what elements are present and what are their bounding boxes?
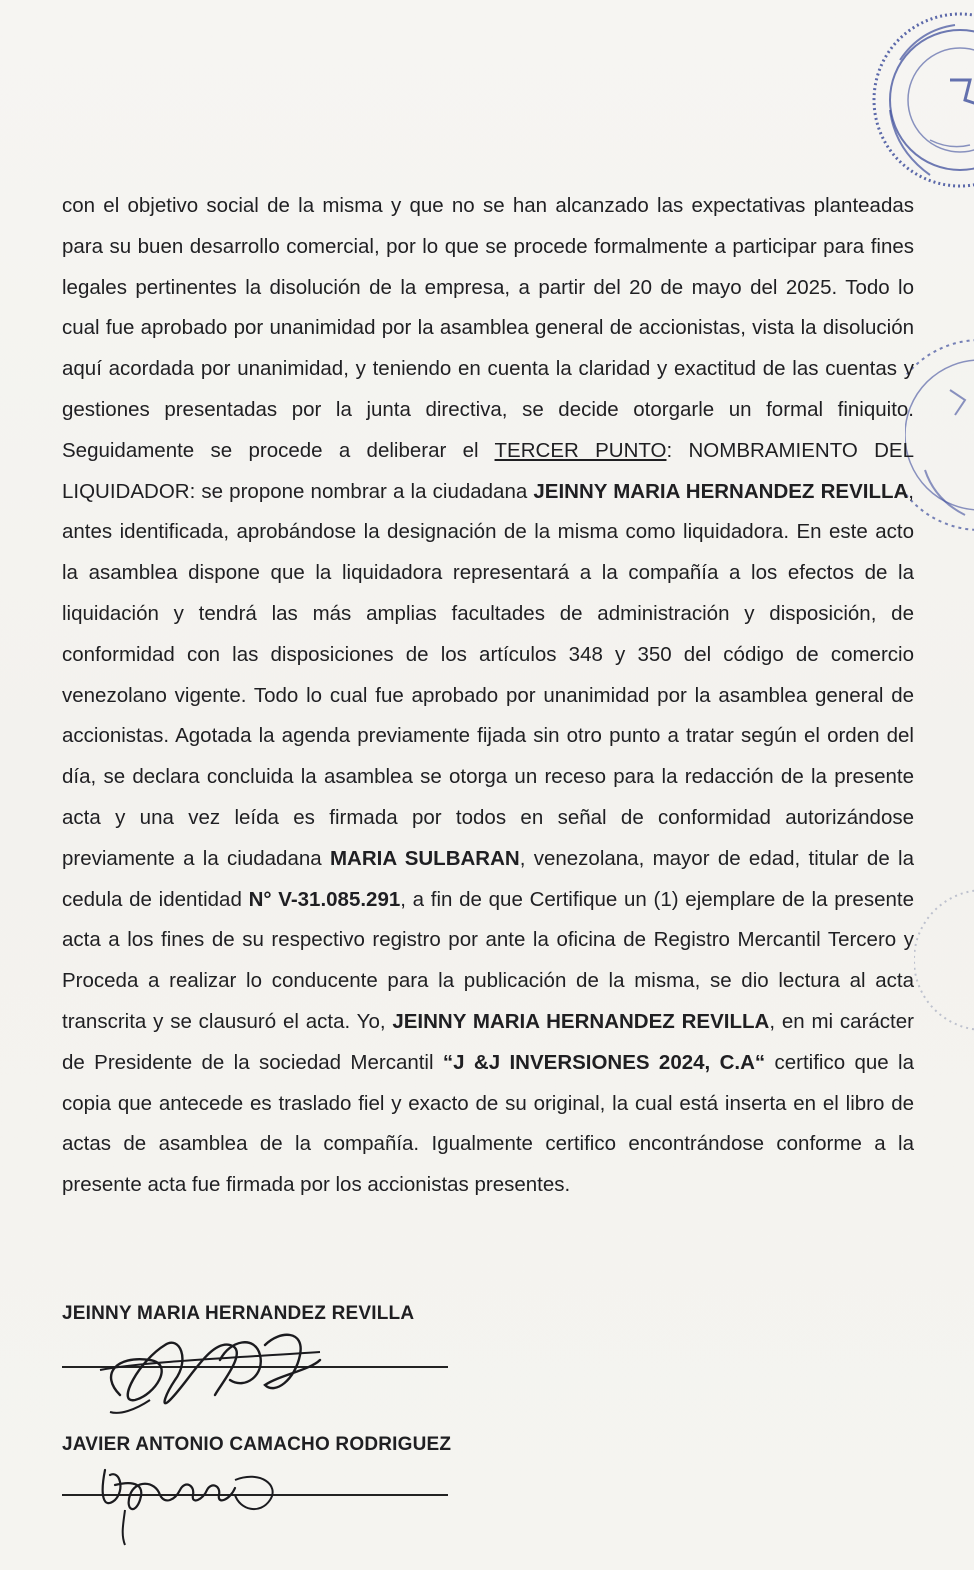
body-text-part-2: : NOMBRAMIENTO DEL LIQUIDADOR: se propone nombrar a la ciudadana xyxy=(62,438,915,503)
registry-seal-stamp xyxy=(860,0,974,215)
id-number: N° V-31.085.291 xyxy=(248,887,401,911)
body-text-part-6: , en mi carácter de Presidente de la sociedad Mercantil xyxy=(62,1009,914,1074)
handwritten-signature-2 xyxy=(85,1440,305,1550)
liquidator-name: JEINNY MARIA HERNANDEZ REVILLA xyxy=(533,479,909,503)
side-seal-stamp xyxy=(905,320,974,550)
body-text-part-7: certifico que la copia que antecede es traslado fiel y exacto de su original, la cual está inserta en el libro de actas de asamblea de la compañía. Igualmente certifico encontrándose conforme a la presente acta fue firmada por los accionistas presentes. xyxy=(62,1050,914,1197)
stamp-fragment xyxy=(914,870,974,1050)
body-text-part-4: , venezolana, mayor de edad, titular de la cedula de identidad xyxy=(62,846,914,911)
body-text-part-1: con el objetivo social de la misma y que no se han alcanzado las expectativas planteadas para su buen desarrollo comercial, por lo que se procede formalmente a participar para fines legales pertinentes la disolución de la empresa, a partir del 20 de mayo del 2025. Todo lo cual fue aprobado por unanimidad por la asamblea general de accionistas, vista la disolución aquí acordada por unanimidad, y teniendo en cuenta la claridad y exactitud de las cuentas y gestiones presentadas por la junta directiva, se decide otorgarle un formal finiquito. Seguidamente se procede a deliberar el xyxy=(62,194,914,462)
signer-name-2: JAVIER ANTONIO CAMACHO RODRIGUEZ xyxy=(62,1434,452,1455)
handwritten-signature-1 xyxy=(80,1300,340,1420)
company-name: “J &J INVERSIONES 2024, C.A“ xyxy=(442,1050,766,1074)
document-body xyxy=(62,186,914,1206)
president-name: JEINNY MARIA HERNANDEZ REVILLA xyxy=(392,1009,770,1033)
signer-name-1: JEINNY MARIA HERNANDEZ REVILLA xyxy=(62,1303,415,1324)
authorized-name: MARIA SULBARAN xyxy=(329,846,520,870)
tercer-punto-heading: TERCER PUNTO xyxy=(494,438,667,462)
body-text-part-3: , antes identificada, aprobándose la designación de la misma como liquidadora. En este acto la asamblea dispone que la liquidadora representará a la compañía a los efectos de la liquidación y tendrá las más amplias facultades de administración y disposición, de conformidad con las disposiciones de los artículos 348 y 350 del código de comercio venezolano vigente. Todo lo cual fue aprobado por unanimidad por la asamblea general de accionistas. Agotada la agenda previamente fijada sin otro punto a tratar según el orden del día, se declara concluida la asamblea se otorga un receso para la redacción de la presente acta y una vez leída es firmada por todos en señal de conformidad autorizándose previamente a la ciudadana xyxy=(62,479,914,870)
body-text-part-5: , a fin de que Certifique un (1) ejemplare de la presente acta a los fines de su respectivo registro por ante la oficina de Registro Mercantil Tercero y Proceda a realizar lo conducente para la publicación de la misma, se dio lectura al acta transcrita y se clausuró el acta. Yo, xyxy=(62,887,914,1033)
